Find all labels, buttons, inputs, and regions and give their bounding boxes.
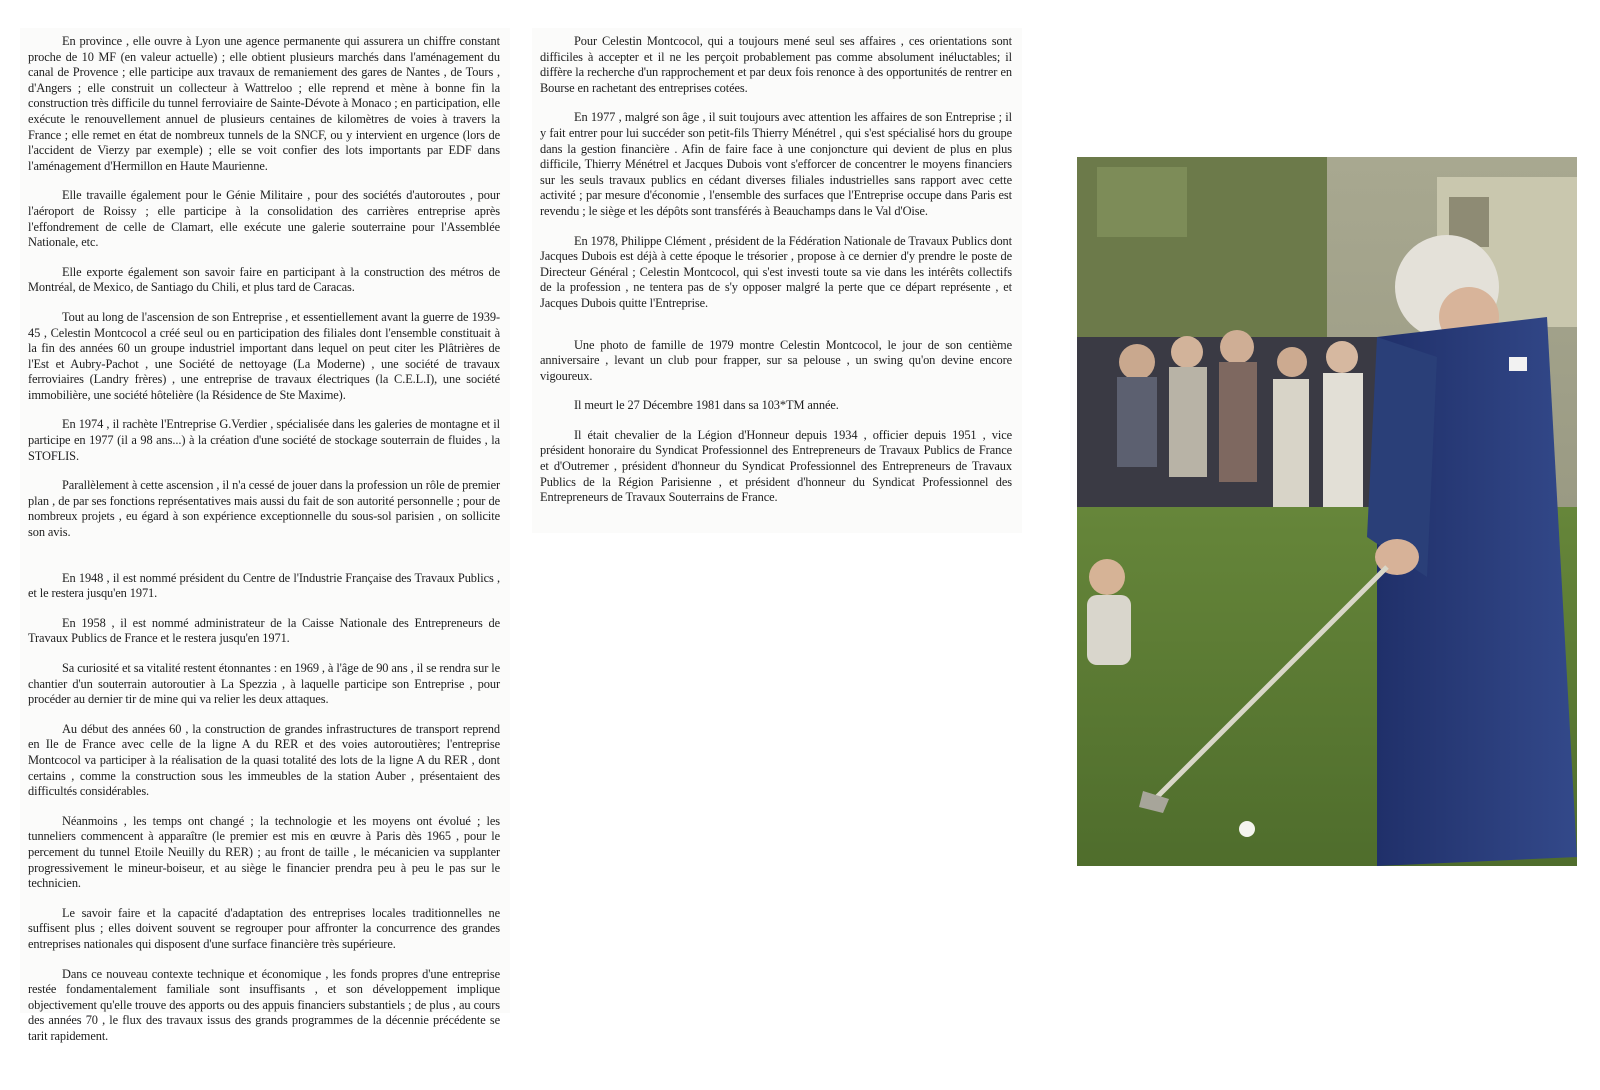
paragraph: Dans ce nouveau contexte technique et économique , les fonds propres d'une entreprise restée fondamentalement familiale sont insuffisants , et son développement implique objectivement qu'elle trouve des apports ou des appuis financiers substantiels ; de plus , au cours des années 70 , le flux des travaux issus des grands programmes de la décennie précédente se tarit rapidement. bbox=[28, 966, 500, 1043]
paragraph: En 1977 , malgré son âge , il suit toujours avec attention les affaires de son Entreprise ; il y fait entrer pour lui succéder son petit-fils Thierry Ménétrel , qui s'est spécialisé hors du groupe dans la gestion financière . Afin de faire face à une conjoncture qui devient de plus en plus difficile, Thierry Ménétrel et Jacques Dubois vont s'efforcer de concentrer le moyens financiers sur les seuls travaux publics en cédant diverses filiales industrielles sans rapport avec cette activité ; par mesure d'économie , l'ensemble des surfaces que l'Entreprise occupe dans Paris est revendu ; le siège et les dépôts sont transférés à Beauchamps dans le Val d'Oise. bbox=[540, 110, 1012, 218]
paragraph: Elle exporte également son savoir faire en participant à la construction des métros de Montréal, de Mexico, de Santiago du Chili, et plus tard de Caracas. bbox=[28, 264, 500, 295]
photo-illustration bbox=[1077, 157, 1577, 866]
paragraph: Une photo de famille de 1979 montre Celestin Montcocol, le jour de son centième anniversaire , levant un club pour frapper, sur sa pelouse , un swing qu'on devine encore vigoureux. bbox=[540, 337, 1012, 383]
paragraph: Il était chevalier de la Légion d'Honneur depuis 1934 , officier depuis 1951 , vice président honoraire du Syndicat Professionnel des Entrepreneurs de Travaux Publics de France et d'Outremer , président d'honneur du Syndicat Professionnel des Entrepreneurs de Travaux Publics de la Région Parisienne , et président d'honneur du Syndicat Professionnel des Entrepreneurs de Travaux Souterrains de France. bbox=[540, 427, 1012, 505]
paragraph: Tout au long de l'ascension de son Entreprise , et essentiellement avant la guerre de 1939-45 , Celestin Montcocol a créé seul ou en participation des filiales dont l'ensemble constituait à la fin des années 60 un groupe industriel important dans lequel on peut citer les Plâtrières de l'Est et Aubry-Pachot , une Société de nettoyage (La Moderne) , une société de travaux ferroviaires (Landry frères) , une entreprise de travaux électriques (la C.E.L.I), une société immobilière, une société hôtelière (la Résidence de Ste Maxime). bbox=[28, 309, 500, 402]
golfer-photo bbox=[1077, 157, 1577, 866]
paragraph: Néanmoins , les temps ont changé ; la technologie et les moyens ont évolué ; les tunneliers commencent à apparaître (le premier est mis en œuvre à Paris dès 1965 , pour le percement du tunnel Etoile Neuilly du RER) ; au front de taille , le mécanicien va supplanter progressivement le mineur-boiseur, et au siège le financier prendra peu à peu le pas sur le technicien. bbox=[28, 813, 500, 891]
paragraph: Sa curiosité et sa vitalité restent étonnantes : en 1969 , à l'âge de 90 ans , il se rendra sur le chantier d'un souterrain autoroutier à La Spezzia , à laquelle participe son Entreprise , pour procéder au dernier tir de mine qui va relier les deux attaques. bbox=[28, 661, 501, 707]
paragraph: Parallèlement à cette ascension , il n'a cessé de jouer dans la profession un rôle de premier plan , de par ses fonctions représentatives mais aussi du fait de son autorité personnelle ; pour de nombreux projets , eu égard à son expérience exceptionnelle du sous-sol parisien , on sollicite son avis. bbox=[28, 478, 500, 540]
paragraph: Il meurt le 27 Décembre 1981 dans sa 103*TM année. bbox=[574, 398, 839, 413]
paragraph: En 1948 , il est nommé président du Centre de l'Industrie Française des Travaux Publics , et le restera jusqu'en 1971. bbox=[28, 570, 500, 601]
paragraph: Le savoir faire et la capacité d'adaptation des entreprises locales traditionnelles ne suffisent plus ; elles doivent souvent se regrouper pour affronter la concurrence des grandes entreprises nationales qui disposent d'une surface financière très supérieure. bbox=[28, 905, 500, 951]
paragraph: En province , elle ouvre à Lyon une agence permanente qui assurera un chiffre constant proche de 10 MF (en valeur actuelle) ; elle obtient plusieurs marchés dans l'aménagement du canal de Provence ; elle participe aux travaux de remaniement des gares de Nantes , de Tours , d'Angers ; elle construit un collecteur à Wattreloo ; elle reprend et mène à bonne fin la construction très difficile du tunnel ferroviaire de Sainte-Dévote à Monaco ; en participation, elle exécute le renouvellement annuel de plusieurs centaines de kilomètres de voies à travers la France ; elle remet en état de nombreux tunnels de la SNCF, ou y intervient en urgence (lors de l'accident de Vierzy par exemple) ; elle se voit confier des lots importants par EDF dans l'aménagement d'Hermillon en Haute Maurienne. bbox=[28, 34, 500, 173]
paragraph: En 1958 , il est nommé administrateur de la Caisse Nationale des Entrepreneurs de Travaux Publics de France et le restera jusqu'en 1971. bbox=[28, 615, 500, 646]
paragraph: Pour Celestin Montcocol, qui a toujours mené seul ses affaires , ces orientations sont difficiles à accepter et il ne les perçoit probablement pas comme absolument inéluctables; il diffère la recherche d'un rapprochement et par deux fois renonce à des opportunités de rentrer en Bourse en rachetant des entreprises cotées. bbox=[540, 34, 1012, 95]
paragraph: Elle travaille également pour le Génie Militaire , pour des sociétés d'autoroutes , pour l'aéroport de Roissy ; elle participe à la consolidation des carrières entreprise après l'effondrement de celle de Clamart, elle exécute une galerie souterraine pour l'Assemblée Nationale, etc. bbox=[28, 188, 500, 250]
left-text-column bbox=[28, 34, 500, 1058]
paragraph: Au début des années 60 , la construction de grandes infrastructures de transport reprend en Ile de France avec celle de la ligne A du RER et des voies autoroutières; l'entreprise Montcocol va participer à la réalisation de la quasi totalité des lots de la ligne A du RER , dont certains , comme la construction sous les immeubles de la station Auber , présentaient des difficultés considérables. bbox=[28, 721, 500, 799]
paragraph: En 1978, Philippe Clément , président de la Fédération Nationale de Travaux Publics dont Jacques Dubois est déjà à cette époque le trésorier , propose à ce dernier d'y prendre le poste de Directeur Général ; Celestin Montcocol, qui s'est investi toute sa vie dans les intérêts collectifs de la profession , ne tentera pas de s'y opposer malgré la perte que ce départ représente , et Jacques Dubois quitte l'Entreprise. bbox=[540, 233, 1012, 310]
middle-text-column bbox=[540, 34, 1012, 520]
paragraph: En 1974 , il rachète l'Entreprise G.Verdier , spécialisée dans les galeries de montagne et il participe en 1977 (il a 98 ans...) à la création d'une société de stockage souterrain de fluides , la STOFLIS. bbox=[28, 417, 500, 463]
